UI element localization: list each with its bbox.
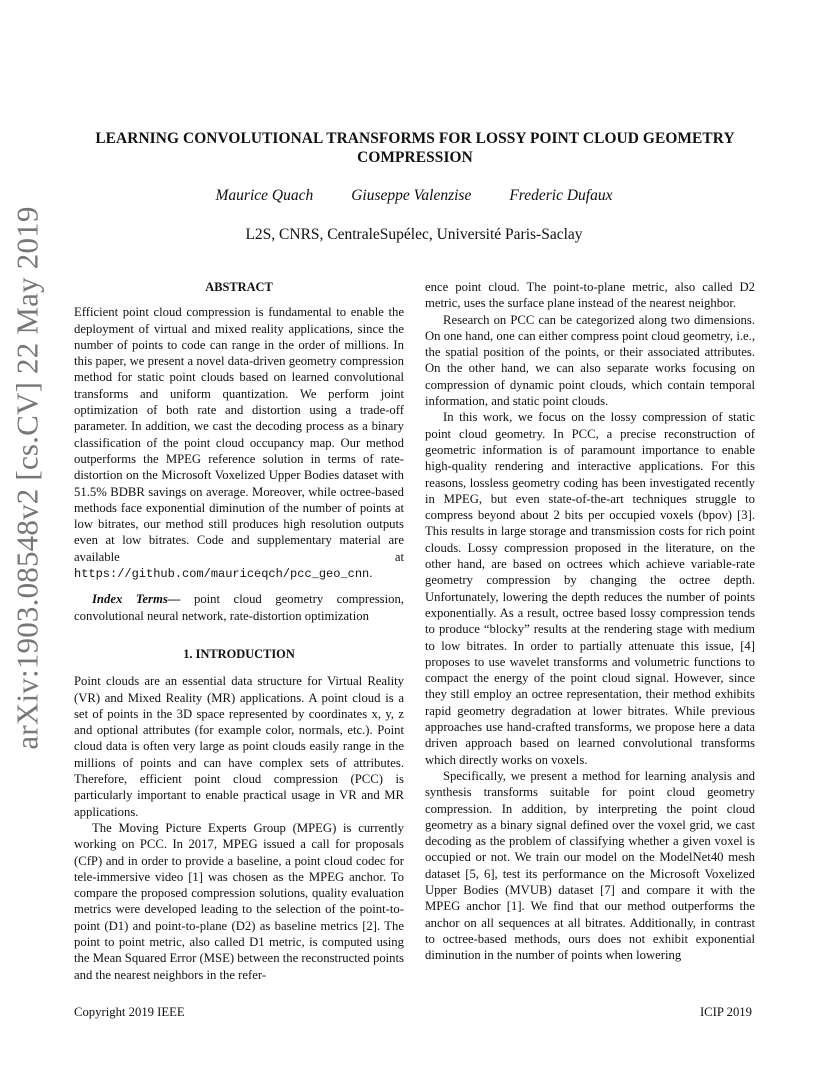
abstract-heading: ABSTRACT (205, 280, 273, 294)
code-url-link[interactable]: https://github.com/mauriceqch/pcc_geo_cnn (74, 567, 370, 582)
arxiv-identifier-stamp (4, 206, 52, 750)
affiliation: L2S, CNRS, CentraleSupélec, Université Paris-Saclay (245, 226, 583, 243)
paper-title: LEARNING CONVOLUTIONAL TRANSFORMS FOR LOSSY POINT CLOUD GEOMETRY COMPRESSION (95, 130, 735, 166)
abstract-text (74, 304, 404, 582)
index-terms-text: point cloud geometry compression, convolutional neural network, rate-distortion optimization (74, 592, 404, 623)
footer-copyright: Copyright 2019 IEEE (74, 1005, 185, 1019)
author-list (0, 187, 828, 205)
body-paragraph: In this work, we focus on the lossy compression of static point cloud geometry. In PCC, a precise reconstruction of geometric information is of paramount importance to enable high-quality rendering and interactive applications. For this reasons, lossless geometry coding has been investigated recently in MPEG, but even state-of-the-art techniques struggle to compress beyond about 2 bits per occupied voxels (bpov) [3]. This results in large storage and transmission costs for rich point clouds. Lossy compression proposed in the literature, on the other hand, are based on octrees which achieve variable-rate geometry compression by changing the octree depth. Unfortunately, lowering the depth reduces the number of points exponentially. As a result, octree based lossy compression tends to produce “blocky” results at the rendering stage with medium to low bitrates. In order to partially attenuate this issue, [4] proposes to use wavelet transforms and volumetric functions to compact the energy of the point cloud signal. However, since they still employ an octree representation, their method exhibits rapid geometry degradation at lower bitrates. While previous approaches use hand-crafted transforms, we propose here a data driven approach based on learned convolutional transforms which directly works on voxels. (425, 410, 755, 767)
abstract-end: . (369, 566, 373, 581)
index-terms (74, 591, 404, 624)
left-column (74, 279, 404, 983)
intro-paragraph: Point clouds are an essential data structure for Virtual Reality (VR) and Mixed Reality (MR) applications. A point cloud is a set of points in the 3D space represented by coordinates x, y, z and optional attributes (for example color, normals, etc.). Point cloud data is often very large as point clouds easily range in the millions of points and can have complex sets of attributes. Therefore, efficient point cloud compression (PCC) is particularly important to enable practical usage in VR and MR applications. (74, 674, 404, 819)
body-paragraph: Specifically, we present a method for learning analysis and synthesis transforms suitable for point cloud geometry compression. In addition, by interpreting the point cloud geometry as a binary signal defined over the voxel grid, we cast decoding as the problem of classifying whether a given voxel is occupied or not. We train our model on the ModelNet40 mesh dataset [5, 6], test its performance on the Microsoft Voxelized Upper Bodies (MVUB) dataset [7] and compare it with the MPEG anchor [1]. We find that our method outperforms the anchor on all sequences at all bitrates. Additionally, in contrast to octree-based methods, ours does not exhibit exponential diminution in the number of points when lowering (425, 768, 755, 963)
author-name: Giuseppe Valenzise (351, 187, 472, 204)
arxiv-stamp-text: arXiv:1903.08548v2 [cs.CV] 22 May 2019 (10, 206, 45, 750)
index-terms-label: Index Terms— (92, 592, 181, 607)
author-name: Maurice Quach (215, 187, 314, 204)
body-paragraph: ence point cloud. The point-to-plane metric, also called D2 metric, uses the surface plane instead of the nearest neighbor. (425, 280, 755, 311)
abstract-body: Efficient point cloud compression is fundamental to enable the deployment of virtual and mixed reality applications, since the number of points to code can range in the order of millions. In this paper, we present a novel data-driven geometry compression method for static point clouds based on learned convolutional transforms and uniform quantization. We perform joint optimization of both rate and distortion using a trade-off parameter. In addition, we cast the decoding process as a binary classification of the point cloud occupancy map. Our method outperforms the MPEG reference solution in terms of rate-distortion on the Microsoft Voxelized Upper Bodies dataset with 51.5% BDBR savings on average. Moreover, while octree-based methods face exponential diminution of the number of points at low bitrates, our method still produces high resolution outputs even at low bitrates. Code and supplementary material are available at (74, 305, 404, 564)
section-heading-introduction: 1. INTRODUCTION (183, 646, 295, 661)
footer-venue: ICIP 2019 (699, 1005, 752, 1019)
body-paragraph: Research on PCC can be categorized along two dimensions. On one hand, one can either compress point cloud geometry, i.e., the spatial position of the points, or their associated attributes. On the other hand, we can also separate works focusing on compression of dynamic point clouds, which contain temporal information, and static point clouds. (425, 312, 755, 409)
right-column (425, 279, 755, 963)
author-name: Frederic Dufaux (509, 187, 613, 204)
intro-paragraph: The Moving Picture Experts Group (MPEG) is currently working on PCC. In 2017, MPEG issued a call for proposals (CfP) and in order to provide a baseline, a point cloud codec for tele-immersive video [1] was chosen as the MPEG anchor. To compare the proposed compression solutions, quality evaluation metrics were developed leading to the selection of the point-to-point (D1) and point-to-plane (D2) as baseline metrics [2]. The point to point metric, also called D1 metric, is computed using the Mean Squared Error (MSE) between the reconstructed points and the nearest neighbors in the refer- (74, 820, 404, 982)
